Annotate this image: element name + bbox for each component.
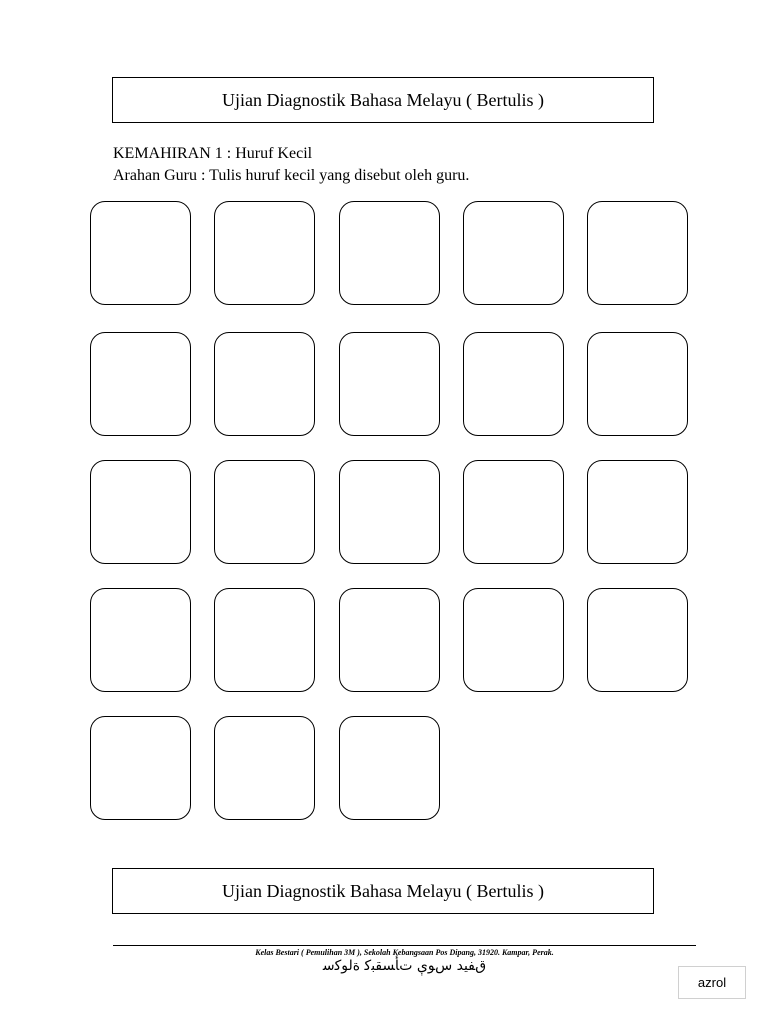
answer-box[interactable] — [339, 716, 440, 820]
author-box — [678, 966, 746, 999]
page-title: Ujian Diagnostik Bahasa Melayu ( Bertulis ) — [222, 89, 544, 110]
footer-title: Ujian Diagnostik Bahasa Melayu ( Bertulis ) — [222, 880, 544, 901]
footer-script-line: ﻕﻔﻴﺪ ﺱﻮﯤ ﺕﺄﺴﻘﺒﮐ ﺓﻟﻮﮐﺳ — [322, 958, 487, 974]
answer-box[interactable] — [90, 588, 191, 692]
page-title-box — [112, 77, 654, 123]
footer-divider — [113, 945, 696, 946]
answer-box[interactable] — [90, 460, 191, 564]
answer-box[interactable] — [339, 201, 440, 305]
answer-box[interactable] — [339, 460, 440, 564]
answer-box[interactable] — [214, 588, 315, 692]
answer-box[interactable] — [214, 460, 315, 564]
answer-box[interactable] — [463, 460, 564, 564]
answer-box[interactable] — [90, 716, 191, 820]
answer-box[interactable] — [90, 201, 191, 305]
author-name: azrol — [697, 975, 727, 990]
answer-box[interactable] — [339, 588, 440, 692]
answer-box[interactable] — [214, 716, 315, 820]
answer-box[interactable] — [587, 460, 688, 564]
footer-title-box — [112, 868, 654, 914]
answer-box[interactable] — [463, 201, 564, 305]
answer-box[interactable] — [463, 332, 564, 436]
answer-box[interactable] — [339, 332, 440, 436]
answer-box[interactable] — [90, 332, 191, 436]
answer-box[interactable] — [463, 588, 564, 692]
answer-box[interactable] — [587, 332, 688, 436]
skill-heading: KEMAHIRAN 1 : Huruf Kecil — [113, 145, 313, 162]
teacher-instruction: Arahan Guru : Tulis huruf kecil yang disebut oleh guru. — [113, 167, 470, 184]
answer-box[interactable] — [587, 588, 688, 692]
footer-address: Kelas Bestari ( Pemulihan 3M ), Sekolah Kebangsaan Pos Dipang, 31920. Kampar, Perak. — [255, 948, 554, 957]
answer-box[interactable] — [214, 332, 315, 436]
answer-box[interactable] — [587, 201, 688, 305]
answer-box[interactable] — [214, 201, 315, 305]
